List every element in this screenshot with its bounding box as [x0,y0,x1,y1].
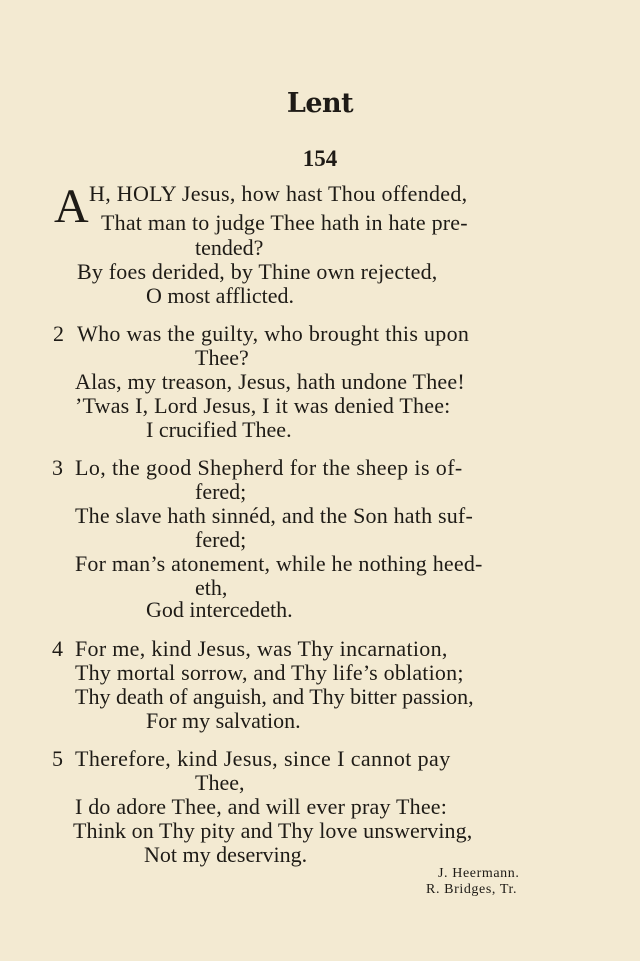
verse-line: Therefore, kind Jesus, since I cannot pay [75,746,451,771]
verse-line: Think on Thy pity and Thy love unswerving, [73,818,473,843]
verse-line: tended? [195,235,264,260]
verse-number: 5 [52,746,63,771]
author-credit: J. Heermann. [438,866,520,881]
verse-line: Thy death of anguish, and Thy bitter passion, [75,684,474,709]
verse-line: O most afflicted. [146,283,295,308]
verse-line: Thee, [195,770,245,795]
verse-line: For me, kind Jesus, was Thy incarnation, [75,636,448,661]
verse-line: H, HOLY Jesus, how hast Thou offended, [89,181,468,206]
section-title: Lent [286,88,354,119]
verse-line: I crucified Thee. [146,417,292,442]
drop-cap: A [54,180,89,233]
verse-line: By foes derided, by Thine own rejected, [77,259,438,284]
verse-line: The slave hath sinnéd, and the Son hath suf- [75,503,473,528]
verse-line: fered; [195,527,247,552]
verse-line: For my salvation. [146,708,301,733]
verse-number: 4 [52,636,63,661]
verse-number: 3 [52,455,63,480]
verse-line: Alas, my treason, Jesus, hath undone Thee! [75,369,465,394]
verse-line: Not my deserving. [144,842,308,867]
verse-line: Thee? [195,345,249,370]
verse-line: eth, [195,575,228,600]
verse-line: Thy mortal sorrow, and Thy life’s oblation; [75,660,464,685]
translator-credit: R. Bridges, Tr. [426,882,518,897]
verse-line: I do adore Thee, and will ever pray Thee: [75,794,448,819]
verse-line: ’Twas I, Lord Jesus, I it was denied Thee: [75,393,451,418]
hymn-number: 154 [302,146,338,171]
verse-line: That man to judge Thee hath in hate pre- [101,210,468,235]
verse-number: 2 [53,321,64,346]
verse-line: Who was the guilty, who brought this upon [77,321,470,346]
verse-line: fered; [195,479,247,504]
verse-line: Lo, the good Shepherd for the sheep is of- [75,455,463,480]
verse-line: God intercedeth. [146,597,293,622]
verse-line: For man’s atonement, while he nothing heed- [75,551,483,576]
